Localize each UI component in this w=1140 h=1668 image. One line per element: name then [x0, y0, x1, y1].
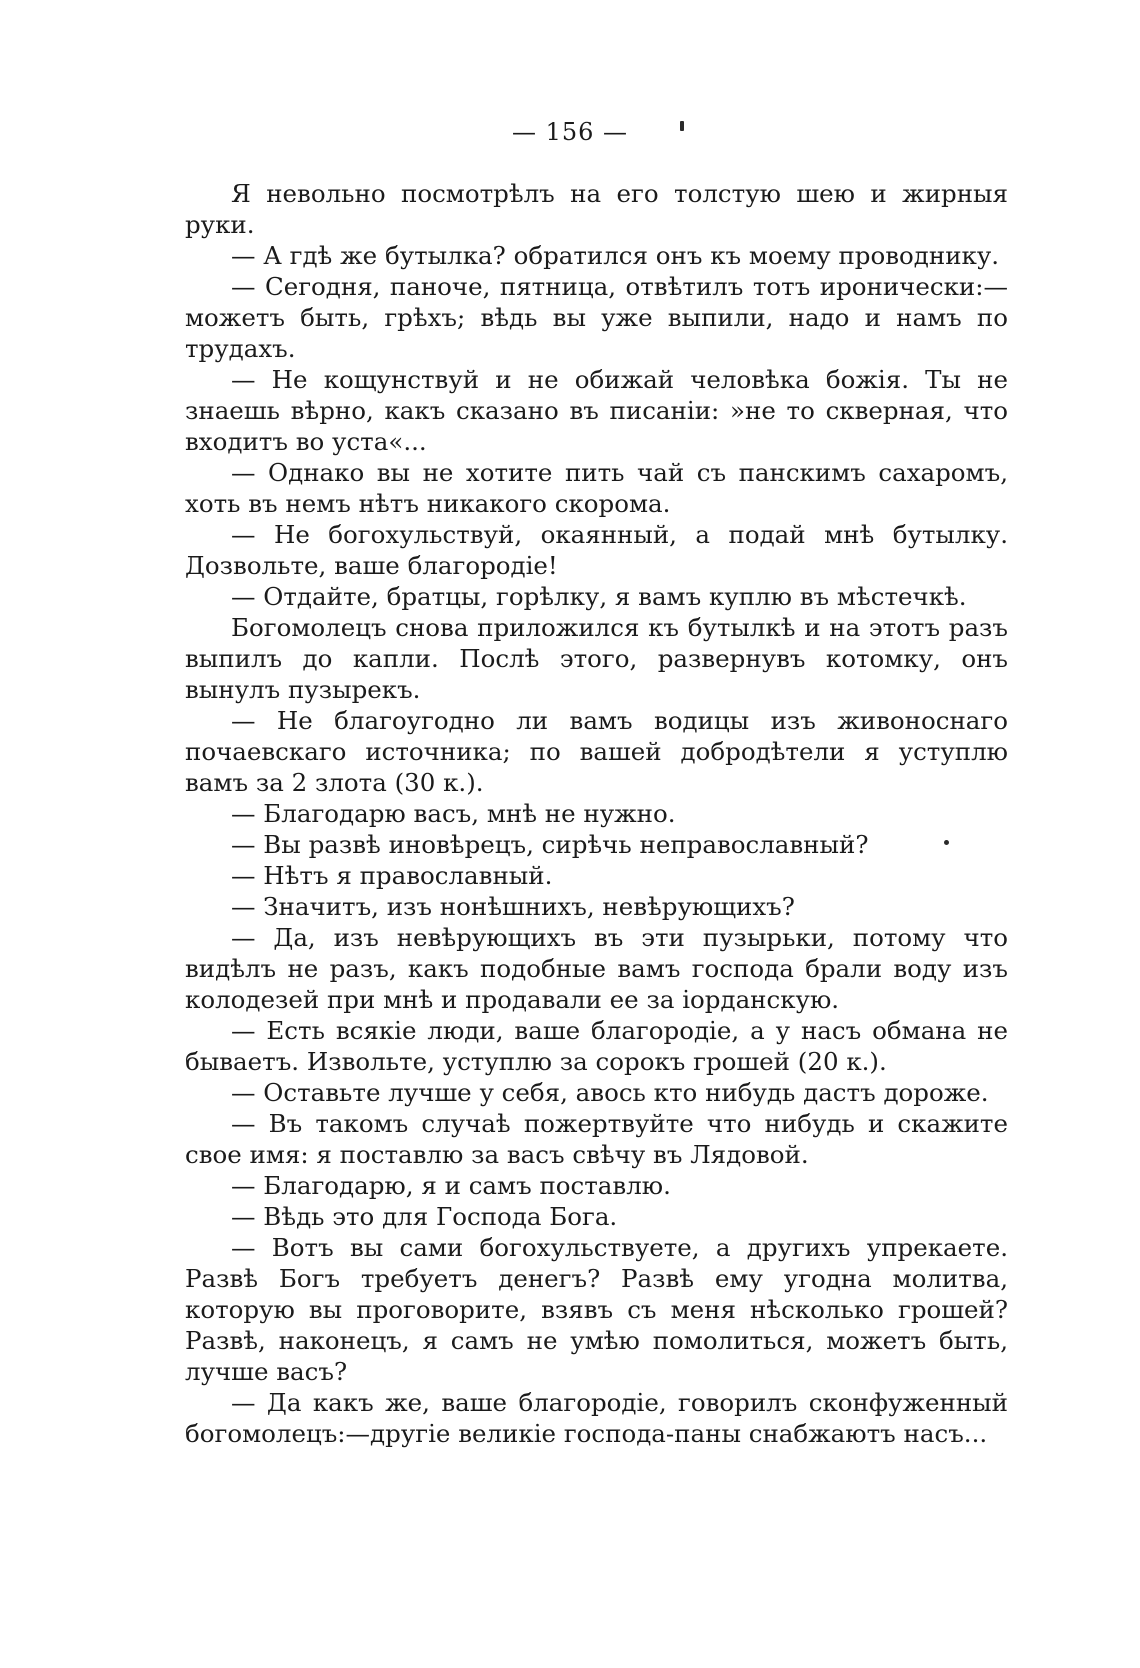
paragraph: — Вы развѣ иновѣрецъ, сирѣчь неправославный? [231, 830, 869, 859]
paragraph: — Въ такомъ случаѣ пожертвуйте что нибудь и скажите свое имя: я поставлю за васъ свѣчу въ Лядовой. [185, 1109, 1008, 1169]
paragraph: — Да какъ же, ваше благородіе, говорилъ сконфуженный богомолецъ:—другіе великіе господа-паны снабжаютъ насъ... [185, 1388, 1008, 1448]
paragraph: — Нѣтъ я православный. [231, 861, 553, 890]
paragraph: — Благодарю, я и самъ поставлю. [231, 1171, 671, 1200]
paragraph: — Не богохульствуй, окаянный, а подай мнѣ бутылку. Дозвольте, ваше благородіе! [185, 520, 1008, 580]
paragraph: — Не благоугодно ли вамъ водицы изъ живоноснаго почаевскаго источника; по вашей добродѣтели я уступлю вамъ за 2 злота (30 к.). [185, 706, 1008, 797]
paragraph: — Вѣдь это для Господа Бога. [231, 1202, 618, 1231]
paragraph: — Сегодня, паноче, пятница, отвѣтилъ тотъ иронически:— можетъ быть, грѣхъ; вѣдь вы уже выпили, надо и намъ по трудахъ. [185, 272, 1008, 363]
paragraph: — Отдайте, братцы, горѣлку, я вамъ куплю въ мѣстечкѣ. [231, 582, 967, 611]
paragraph: — Да, изъ невѣрующихъ въ эти пузырьки, потому что видѣлъ не разъ, какъ подобные вамъ господа брали воду изъ колодезей при мнѣ и продавали ее за іорданскую. [185, 923, 1008, 1014]
paragraph: — Однако вы не хотите пить чай съ панскимъ сахаромъ, хоть въ немъ нѣтъ никакого скорома. [185, 458, 1008, 518]
paragraph: — А гдѣ же бутылка? обратился онъ къ моему проводнику. [231, 241, 1000, 270]
ink-speck [680, 121, 684, 131]
ink-speck [944, 840, 949, 845]
paragraph: — Вотъ вы сами богохульствуете, а другихъ упрекаете. Развѣ Богъ требуетъ денегъ? Развѣ ему угодна молитва, которую вы проговорите, взявъ съ меня нѣсколько грошей? Развѣ, наконецъ, я самъ не умѣю помолиться, можетъ быть, лучше васъ? [185, 1233, 1008, 1386]
paragraph: — Есть всякіе люди, ваше благородіе, а у насъ обмана не бываетъ. Извольте, уступлю за сорокъ грошей (20 к.). [185, 1016, 1008, 1076]
page-number: — 156 — [511, 118, 629, 146]
paragraph: — Благодарю васъ, мнѣ не нужно. [231, 799, 676, 828]
paragraph: Я невольно посмотрѣлъ на его толстую шею и жирныя руки. [185, 179, 1008, 239]
paragraph: Богомолецъ снова приложился къ бутылкѣ и на этотъ разъ выпилъ до капли. Послѣ этого, развернувъ котомку, онъ вынулъ пузырекъ. [185, 613, 1008, 704]
paragraph: — Значитъ, изъ нонѣшнихъ, невѣрующихъ? [231, 892, 795, 921]
body-text [185, 178, 1008, 1449]
paragraph: — Не кощунствуй и не обижай человѣка божія. Ты не знаешь вѣрно, какъ сказано въ писаніи: »не то скверная, что входитъ во уста«... [185, 365, 1008, 456]
paragraph: — Оставьте лучше у себя, авось кто нибудь дастъ дороже. [231, 1078, 989, 1107]
